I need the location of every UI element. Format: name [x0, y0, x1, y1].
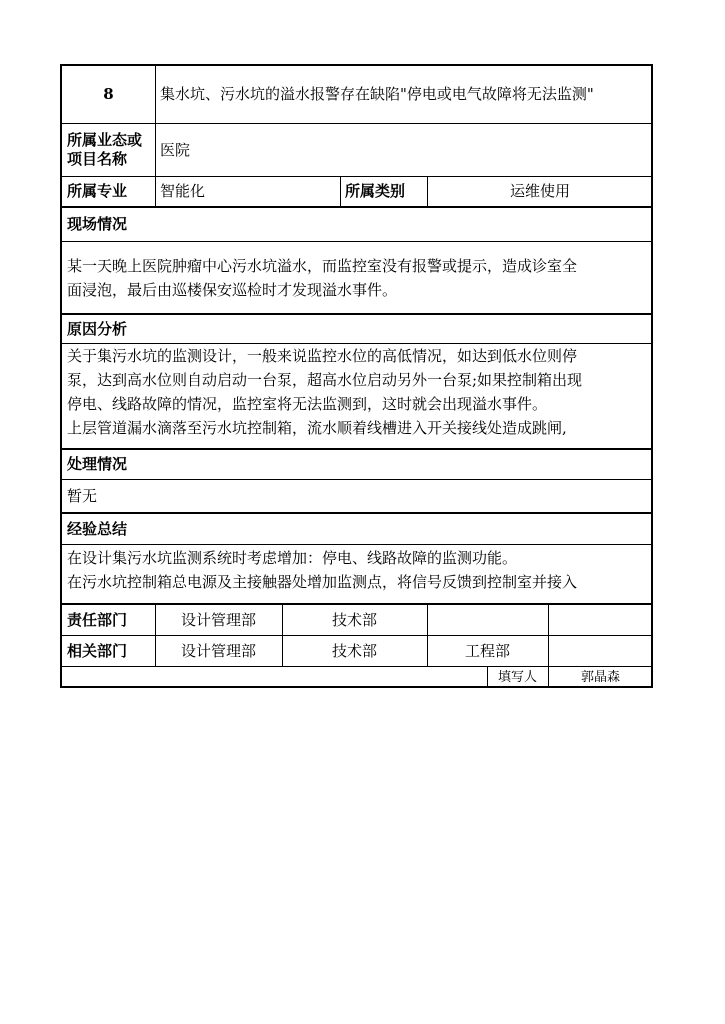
summary-line-2: 在污水坑控制箱总电源及主接触器处增加监测点，将信号反馈到控制室并接入 — [67, 573, 578, 591]
project-label-line2: 项目名称 — [67, 150, 128, 168]
item-title: 集水坑、污水坑的溢水报警存在缺陷"停电或电气故障将无法监测" — [160, 85, 594, 103]
item-number: 8 — [103, 85, 114, 103]
handling-heading: 处理情况 — [67, 455, 128, 473]
responsible-dept-2: 技术部 — [331, 610, 377, 629]
handling-value: 暂无 — [67, 486, 98, 505]
responsible-dept-1: 设计管理部 — [180, 610, 256, 629]
summary-line-1: 在设计集污水坑监测系统时考虑增加：停电、线路故障的监测功能。 — [67, 549, 518, 567]
category-label: 所属类别 — [345, 182, 406, 200]
related-dept-2: 技术部 — [331, 641, 377, 660]
situation-line-1: 某一天晚上医院肿瘤中心污水坑溢水，而监控室没有报警或提示，造成诊室全 — [67, 257, 578, 275]
project-value: 医院 — [160, 140, 191, 159]
cause-body — [62, 344, 651, 440]
related-dept-3: 工程部 — [464, 641, 510, 660]
situation-line-2: 面浸泡，最后由巡楼保安巡检时才发现溢水事件。 — [67, 281, 398, 299]
responsible-dept-4 — [548, 605, 653, 635]
major-value: 智能化 — [160, 182, 206, 200]
incident-report-form — [60, 64, 653, 688]
project-label-line1: 所属业态或 — [67, 131, 143, 149]
cause-line-4: 上层管道漏水滴落至污水坑控制箱，流水顺着线槽进入开关接线处造成跳闸, — [67, 419, 567, 437]
summary-body — [62, 546, 651, 594]
responsible-dept-label: 责任部门 — [67, 610, 128, 629]
category-value: 运维使用 — [509, 182, 570, 200]
summary-heading: 经验总结 — [67, 519, 128, 538]
cause-line-1: 关于集污水坑的监测设计，一般来说监控水位的高低情况，如达到低水位则停 — [67, 347, 578, 365]
major-label: 所属专业 — [67, 182, 128, 200]
cause-line-3: 停电、线路故障的情况，监控室将无法监测到，这时就会出现溢水事件。 — [67, 395, 548, 413]
related-dept-1: 设计管理部 — [180, 641, 256, 660]
project-label — [62, 124, 155, 176]
cause-heading: 原因分析 — [67, 319, 128, 338]
related-dept-4 — [548, 636, 653, 666]
filler-label: 填写人 — [497, 669, 537, 685]
situation-heading: 现场情况 — [67, 215, 128, 233]
cause-line-2: 泵，达到高水位则自动启动一台泵，超高水位启动另外一台泵;如果控制箱出现 — [67, 371, 583, 389]
situation-body — [62, 254, 651, 306]
related-dept-label: 相关部门 — [67, 641, 128, 660]
filler-name: 郭晶森 — [580, 669, 620, 685]
responsible-dept-3 — [427, 605, 548, 635]
